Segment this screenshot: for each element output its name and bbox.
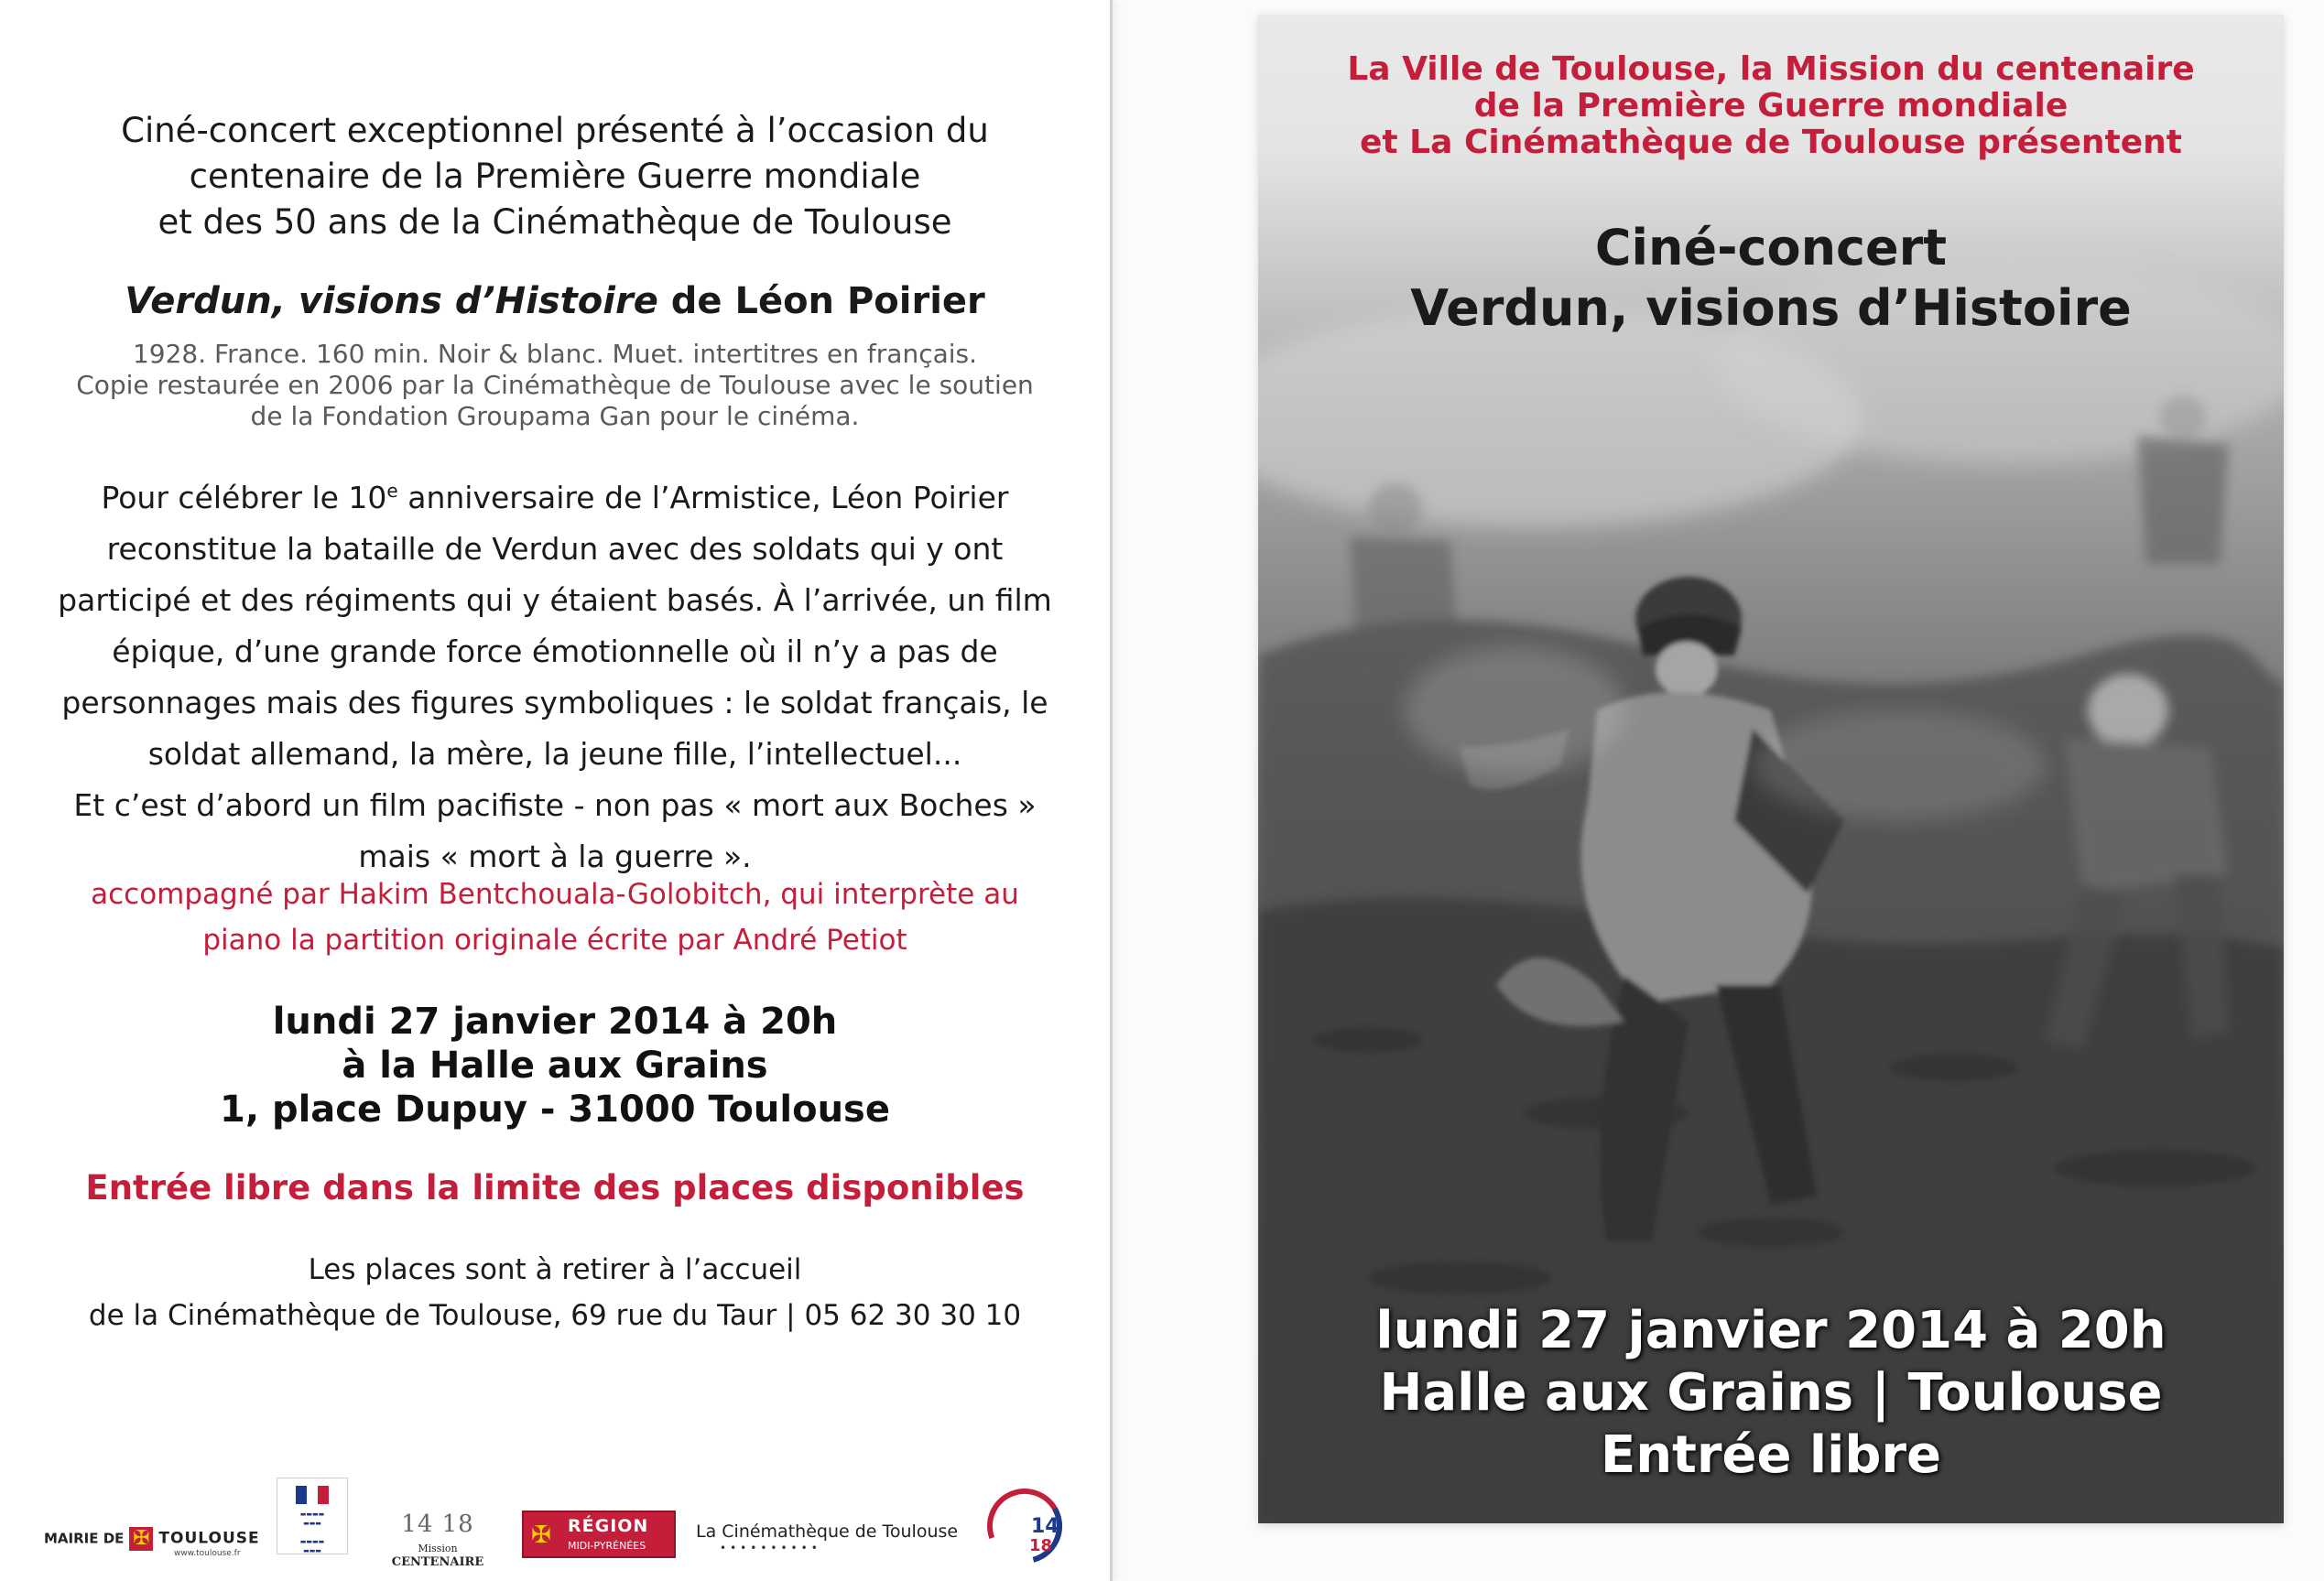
music-credit: accompagné par Hakim Bentchouala-Golobitch, qui interprète au piano la partition originale écrite par André Petiot [91,878,1019,957]
poster-date: lundi 27 janvier 2014 à 20h [1375,1301,2167,1360]
poster-venue: Halle aux Grains | Toulouse [1379,1363,2163,1423]
region-midi-pyrenees-logo: ✠ RÉGION MIDI-PYRÉNÉES [522,1511,676,1558]
event-venue: à la Halle aux Grains [342,1045,768,1087]
synopsis-line: mais « mort à la guerre ». [358,839,752,874]
cinematheque-toulouse-logo: La Cinémathèque de Toulouse •••••••••• [696,1521,959,1554]
event-date: lundi 27 janvier 2014 à 20h [272,1001,838,1043]
poster-photo-background [1258,15,2284,1523]
occitan-cross-icon: ✠ [129,1527,153,1551]
right-page-poster [1258,15,2284,1523]
synopsis-line: personnages mais des figures symboliques : le soldat français, le [61,685,1048,720]
left-page [0,0,1113,1581]
film-meta: 1928. France. 160 min. Noir & blanc. Muet. intertitres en français. Copie restaurée en 2006 par la Cinémathèque de Toulouse avec le soutien de la Fondation Groupama Gan pour le cinéma. [76,339,1034,431]
synopsis-line: soldat allemand, la mère, la jeune fille, l’intellectuel... [147,736,962,772]
synopsis [0,472,1110,883]
film-title-italic: Verdun, visions d’Histoire [125,280,658,322]
synopsis-line: reconstitue la bataille de Verdun avec des soldats qui y ont [106,531,1004,567]
film-director: de Léon Poirier [657,280,985,322]
mission-centenaire-logo: 14 18 Mission CENTENAIRE [391,1511,484,1569]
french-flag-icon [296,1486,329,1504]
poster-entry: Entrée libre [1600,1425,1942,1485]
synopsis-line: participé et des régiments qui y étaient basés. À l’arrivée, un film [58,582,1052,618]
free-entry-notice: Entrée libre dans la limite des places disponibles [85,1168,1025,1207]
ticket-info: Les places sont à retirer à l’accueil de la Cinémathèque de Toulouse, 69 rue du Taur | 05 62 30 30 10 [88,1253,1022,1332]
poster-title-line: Verdun, visions d’Histoire [1410,279,2132,337]
film-title [0,280,1110,322]
ministere-defense-logo: ▬▬▬▬ ▬▬▬ ▬▬▬▬ ▬▬▬ [277,1478,348,1554]
intro-text: Ciné-concert exceptionnel présenté à l’occasion du centenaire de la Première Guerre mondiale et des 50 ans de la Cinémathèque de Toulouse [121,111,989,242]
mairie-toulouse-logo: MAIRIE DE ✠ TOULOUSE www.toulouse.fr [44,1527,260,1558]
poster-event-info [1258,1300,2284,1487]
event-address: 1, place Dupuy - 31000 Toulouse [220,1088,890,1131]
svg-text:14: 14 [1031,1515,1059,1538]
poster-title [1258,218,2284,339]
poster-presenters: La Ville de Toulouse, la Mission du centenaire de la Première Guerre mondiale et La Cinémathèque de Toulouse présentent [1347,50,2195,161]
event-details [0,1000,1110,1132]
occitan-cross-icon: ✠ [531,1521,551,1549]
svg-text:18: 18 [1029,1536,1053,1555]
synopsis-line: Et c’est d’abord un film pacifiste - non pas « mort aux Boches » [73,787,1037,823]
synopsis-line: Pour célébrer le 10e anniversaire de l’Armistice, Léon Poirier [101,480,1009,515]
centenaire-badge-icon [987,1489,1062,1564]
poster-title-line: Ciné-concert [1594,219,1948,276]
synopsis-line: épique, d’une grande force émotionnelle où il n’y a pas de [112,633,998,669]
